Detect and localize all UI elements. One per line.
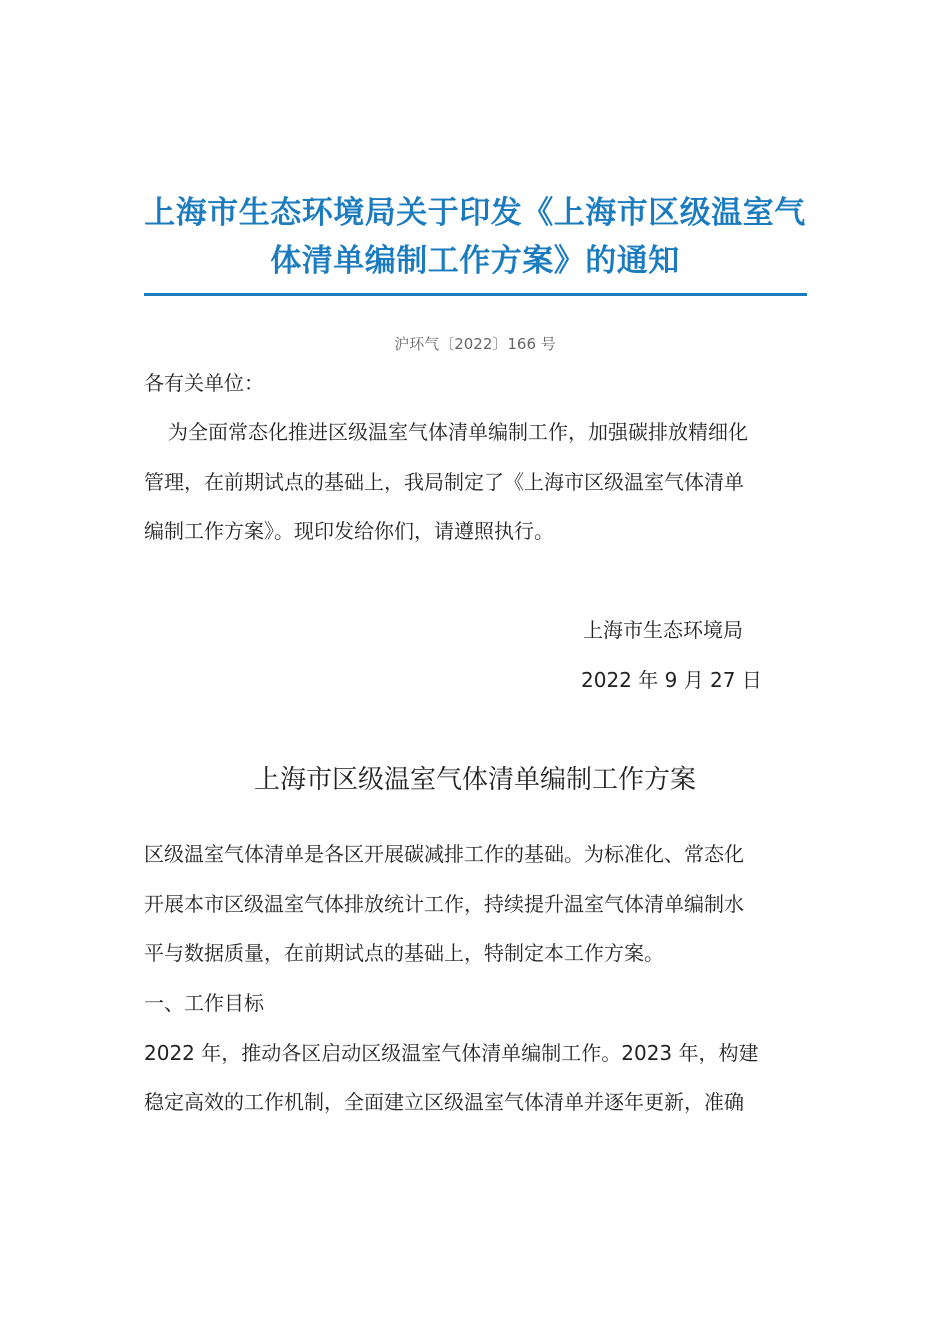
plan-intro-line: 区级温室气体清单是各区开展碳减排工作的基础。为标准化、常态化 [144,842,744,866]
notice-body-line: 编制工作方案》。现印发给你们，请遵照执行。 [144,519,554,543]
plan-intro-line: 平与数据质量，在前期试点的基础上，特制定本工作方案。 [144,941,664,965]
notice-title-line-2: 体清单编制工作方案》的通知 [270,243,680,279]
section-body-line: 2022 年，推动各区启动区级温室气体清单编制工作。2023 年，构建 [144,1041,759,1065]
section-body-line: 稳定高效的工作机制，全面建立区级温室气体清单并逐年更新，准确 [144,1090,744,1114]
notice-body-line: 管理，在前期试点的基础上，我局制定了《上海市区级温室气体清单 [144,470,744,494]
title-divider [144,293,807,296]
section-heading-goals: 一、工作目标 [144,991,264,1015]
notice-body-line: 为全面常态化推进区级温室气体清单编制工作，加强碳排放精细化 [168,420,748,444]
salutation: 各有关单位： [144,371,264,395]
issue-date: 2022 年 9 月 27 日 [581,668,762,692]
plan-title: 上海市区级温室气体清单编制工作方案 [253,765,696,795]
document-number: 沪环气〔2022〕166 号 [394,335,556,353]
issuer-name: 上海市生态环境局 [583,618,743,642]
plan-intro-line: 开展本市区级温室气体排放统计工作，持续提升温室气体清单编制水 [144,892,744,916]
notice-title-line-1: 上海市生态环境局关于印发《上海市区级温室气 [144,195,806,231]
